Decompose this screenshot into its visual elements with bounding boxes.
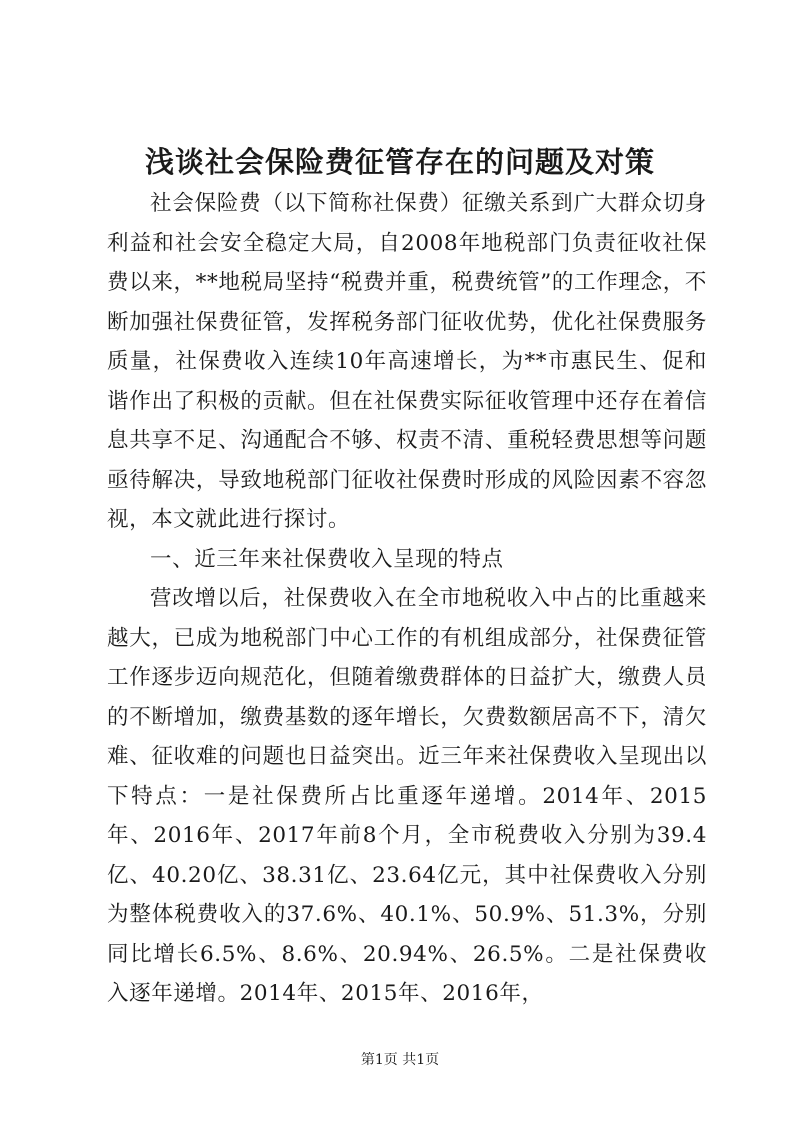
document-body <box>107 184 707 1014</box>
section-heading: 一、近三年来社保费收入呈现的特点 <box>150 546 504 572</box>
intro-paragraph: 社会保险费（以下简称社保费）征缴关系到广大群众切身利益和社会安全稳定大局，自2008年地税部门负责征收社保费以来，**地税局坚持“税费并重，税费统管”的工作理念，不断加强社保费征管，发挥税务部门征收优势，优化社保费服务质量，社保费收入连续10年高速增长，为**市惠民生、促和谐作出了积极的贡献。但在社保费实际征收管理中还存在着信息共享不足、沟通配合不够、权责不清、重税轻费思想等问题亟待解决，导致地税部门征收社保费时形成的风险因素不容忽视，本文就此进行探讨。 <box>107 191 707 532</box>
document-title: 浅谈社会保险费征管存在的问题及对策 <box>144 145 655 179</box>
section-paragraph: 营改增以后，社保费收入在全市地税收入中占的比重越来越大，已成为地税部门中心工作的有机组成部分，社保费征管工作逐步迈向规范化，但随着缴费群体的日益扩大，缴费人员的不断增加，缴费基数的逐年增长，欠费数额居高不下，清欠难、征收难的问题也日益突出。近三年来社保费收入呈现出以下特点：一是社保费所占比重逐年递增。2014年、2015年、2016年、2017年前8个月，全市税费收入分别为39.4亿、40.20亿、38.31亿、23.64亿元，其中社保费收入分别为整体税费收入的37.6%、40.1%、50.9%、51.3%，分别同比增长6.5%、8.6%、20.94%、26.5%。二是社保费收入逐年递增。2014年、2015年、2016年， <box>107 586 707 1006</box>
page-footer: 第1页 共1页 <box>360 1052 440 1068</box>
